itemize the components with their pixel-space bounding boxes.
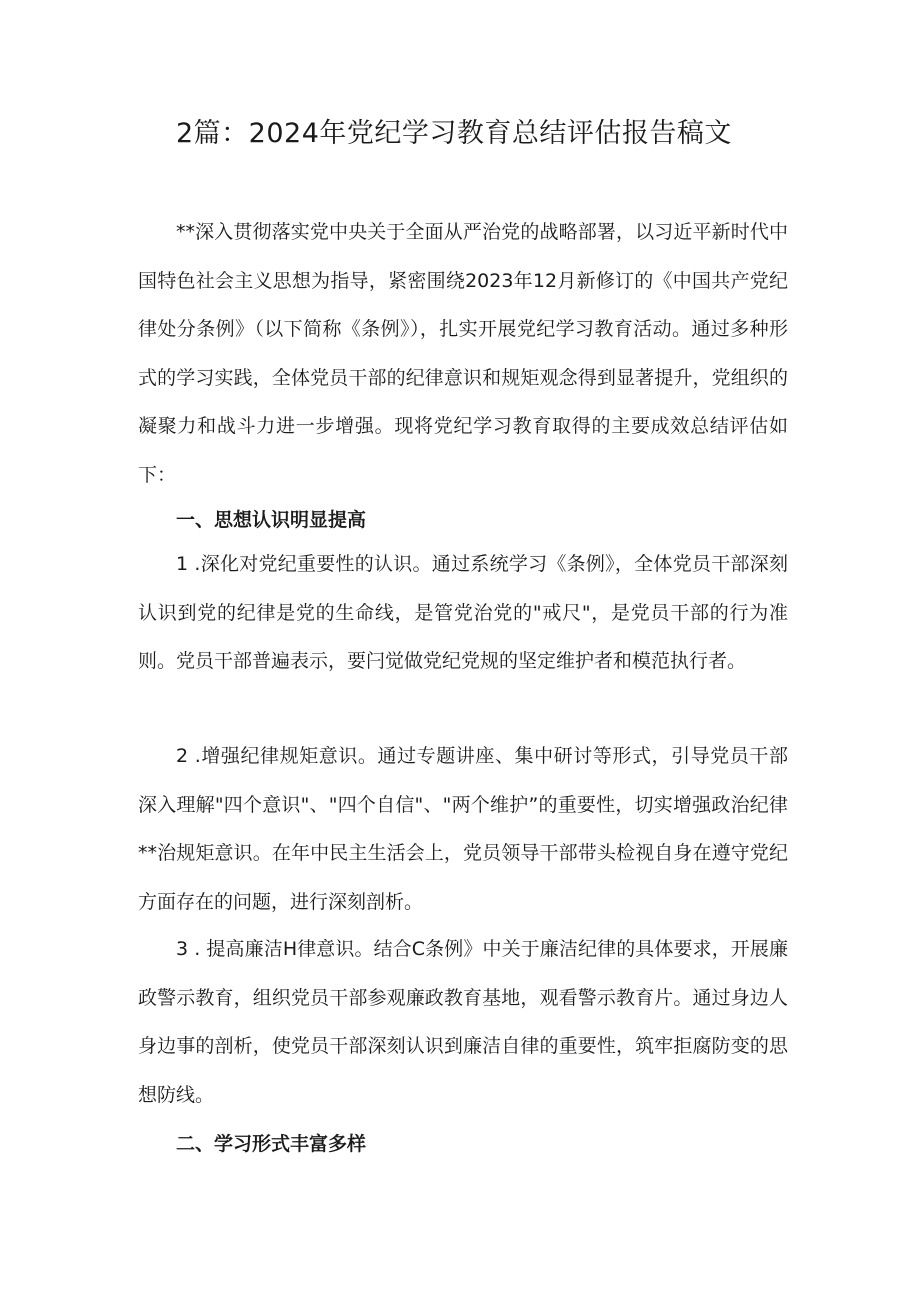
section-heading-1: 一、思想认识明显提高 [176, 509, 367, 531]
section-heading-2: 二、学习形式丰富多样 [176, 1133, 367, 1155]
section1-item-3: 3 . 提高廉洁H律意识。结合C条例》中关于廉洁纪律的具体要求，开展廉政警示教育，组织党员干部参观廉政教育基地，观看警示教育片。通过身边人身边事的剖析，使党员干部深刻认识到廉洁自律的重要性，筑牢拒腐防变的思想防线。 [138, 938, 788, 1106]
document-title: 2篇：2024年党纪学习教育总结评估报告稿文 [176, 118, 732, 149]
section1-item-1: 1 .深化对党纪重要性的认识。通过系统学习《条例》，全体党员干部深刻认识到党的纪律是党的生命线，是管党治党的"戒尺"，是党员干部的行为准则。党员干部普遍表示，要闩觉做党纪党规的坚定维护者和模范执行者。 [138, 553, 788, 673]
intro-paragraph: **深入贯彻落实党中央关于全面从严治党的战略部署，以习近平新时代中国特色社会主义思想为指导，紧密围绕2023年12月新修订的《中国共产党纪律处分条例》（以下简称《条例》），扎实开展党纪学习教育活动。通过多种形式的学习实践，全体党员干部的纪律意识和规矩观念得到显著提升，党组织的凝聚力和战斗力进一步增强。现将党纪学习教育取得的主要成效总结评估如下： [138, 221, 788, 486]
section1-item-2: 2 .增强纪律规矩意识。通过专题讲座、集中研讨等形式，引导党员干部深入理解"四个意识"、"四个自信"、"两个维护”的重要性，切实增强政治纪律**治规矩意识。在年中民主生活会上，党员领导干部带头检视自身在遵守党纪方面存在的问题，进行深刻剖析。 [138, 745, 788, 913]
